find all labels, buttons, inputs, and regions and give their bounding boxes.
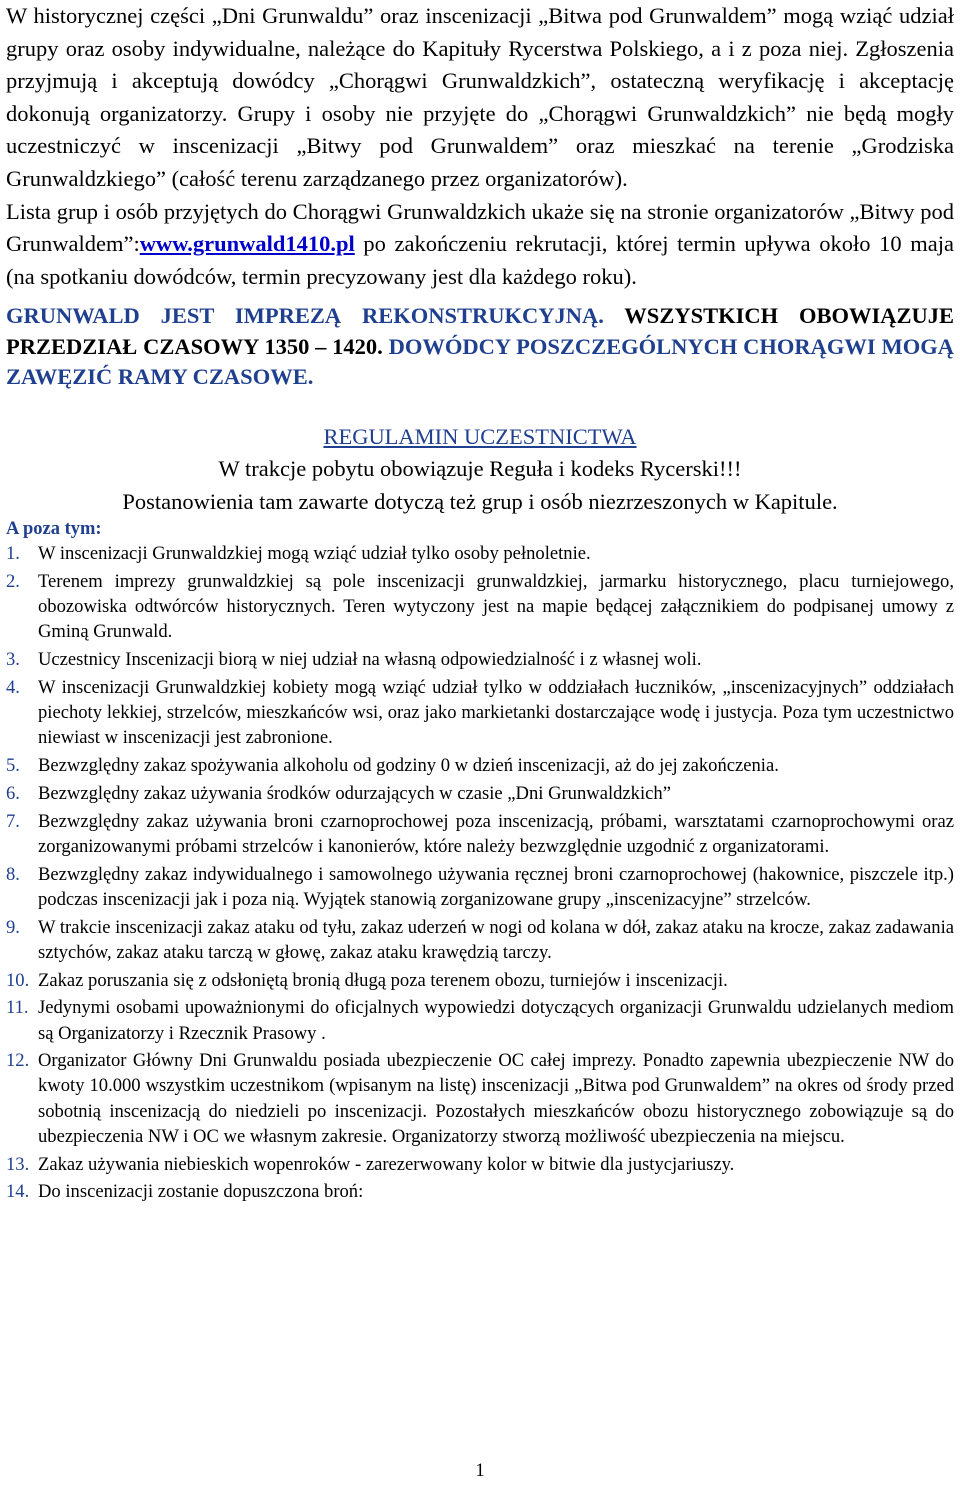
rule-number: 6. bbox=[6, 782, 20, 804]
regulamin-line-2: Postanowienia tam zawarte dotyczą też grup i osób niezrzeszonych w Kapitule. bbox=[122, 488, 838, 514]
rule-item bbox=[6, 569, 954, 644]
rule-text: W inscenizacji Grunwaldzkiej mogą wziąć udział tylko osoby pełnoletnie. bbox=[38, 542, 591, 564]
rule-number: 4. bbox=[6, 676, 20, 698]
rule-item bbox=[6, 1048, 954, 1148]
rule-text: Jedynymi osobami upoważnionymi do oficjalnych wypowiedzi dotyczących organizacji Grunwaldu udzielanych mediom są Organizatorzy i Rzecznik Prasowy . bbox=[38, 997, 954, 1044]
rules-list bbox=[6, 541, 954, 1205]
rule-item bbox=[6, 1152, 954, 1177]
intro-paragraph-1: W historycznej części „Dni Grunwaldu” oraz inscenizacji „Bitwa pod Grunwaldem” mogą wziąć udział grupy oraz osoby indywidualne, należące do Kapituły Rycerstwa Polskiego, a i z poza niej. Zgłoszenia przyjmują i akceptują dowódcy „Chorągwi Grunwaldzkich”, ostateczną weryfikację i akceptację dokonują organizatorzy. Grupy i osoby nie przyjęte do „Chorągwi Grunwaldzkich” nie będą mogły uczestniczyć w inscenizacji „Bitwy pod Grunwaldem” oraz mieszkać na terenie „Grodziska Grunwaldzkiego” (całość terenu zarządzanego przez organizatorów). bbox=[6, 3, 954, 191]
rule-number: 14. bbox=[6, 1181, 30, 1203]
rule-number: 1. bbox=[6, 542, 20, 564]
rule-number: 9. bbox=[6, 916, 20, 938]
rule-item bbox=[6, 647, 954, 672]
rule-item bbox=[6, 862, 954, 912]
rule-number: 12. bbox=[6, 1050, 30, 1072]
rule-number: 8. bbox=[6, 863, 20, 885]
rule-number: 10. bbox=[6, 969, 30, 991]
page-number: 1 bbox=[475, 1460, 485, 1481]
rule-item bbox=[6, 1179, 954, 1204]
rule-item bbox=[6, 915, 954, 965]
rule-number: 11. bbox=[6, 997, 29, 1019]
website-link[interactable]: www.grunwald1410.pl bbox=[139, 231, 355, 257]
rule-item bbox=[6, 541, 954, 566]
regulamin-line-1: W trakcje pobytu obowiązuje Reguła i kodeks Rycerski!!! bbox=[218, 455, 742, 481]
rule-text: Bezwzględny zakaz spożywania alkoholu od godziny 0 w dzień inscenizacji, aż do jej zakończenia. bbox=[38, 754, 779, 776]
reenactment-notice-part-1: GRUNWALD JEST IMPREZĄ REKONSTRUKCYJNĄ. bbox=[6, 303, 604, 329]
intro-paragraph-2-tail: po zakończeniu rekrutacji, której termin upływa około 10 maja (na spotkaniu dowódców, termin precyzowany jest dla każdego roku). bbox=[6, 231, 954, 289]
rule-text: Do inscenizacji zostanie dopuszczona broń: bbox=[38, 1181, 364, 1203]
rule-text: Uczestnicy Inscenizacji biorą w niej udział na własną odpowiedzialność i z własnej woli. bbox=[38, 648, 702, 670]
rule-text: Organizator Główny Dni Grunwaldu posiada ubezpieczenie OC całej imprezy. Ponadto zapewnia ubezpieczenie NW do kwoty 10.000 wszystkim uczestnikom (wpisanym na listę) inscenizacji „Bitwa pod Grunwaldem” na okres od środy przed sobotnią inscenizacją do niedzieli po inscenizacji. Pozostałych mieszkańców obozu historycznego zobowiązuje są do ubezpieczenia NW i OC we własnym zakresie. Organizatorzy stworzą możliwość ubezpieczenia na miejscu. bbox=[38, 1050, 954, 1147]
rule-number: 5. bbox=[6, 754, 20, 776]
rule-text: W inscenizacji Grunwaldzkiej kobiety mogą wziąć udział tylko w oddziałach łuczników, „inscenizacyjnych” oddziałach piechoty lekkiej, strzelców, mieszkańców wsi, oraz jako markietanki dostarczające wodę i justycja. Poza tym uczestnictwo niewiast w inscenizacji jest zabronione. bbox=[38, 676, 954, 748]
rule-text: Bezwzględny zakaz używania środków odurzających w czasie „Dni Grunwaldzkich” bbox=[38, 782, 671, 804]
rule-item bbox=[6, 753, 954, 778]
rule-number: 13. bbox=[6, 1153, 30, 1175]
rule-text: W trakcie inscenizacji zakaz ataku od tyłu, zakaz uderzeń w nogi od kolana w dół, zakaz ataku na krocze, zakaz zadawania sztychów, zakaz ataku tarczą w głowę, zakaz ataku krawędzią tarczy. bbox=[38, 916, 954, 963]
rule-number: 3. bbox=[6, 648, 20, 670]
rule-text: Bezwzględny zakaz używania broni czarnoprochowej poza inscenizacją, próbami, warsztatami czarnoprochowymi oraz zorganizowanymi próbami strzelców i kanonierów, które należy bezwzględnie uzgodnić z organizatorami. bbox=[38, 810, 954, 857]
apoza-heading: A poza tym: bbox=[6, 518, 102, 539]
intro-paragraph-2-text: Lista grup i osób przyjętych do Chorągwi Grunwaldzkich ukaże się na stronie organizatorów „Bitwy pod Grunwaldem”: bbox=[6, 198, 954, 257]
rule-text: Zakaz używania niebieskich wopenroków - zarezerwowany kolor w bitwie dla justycjariuszy. bbox=[38, 1153, 735, 1175]
rule-item bbox=[6, 809, 954, 859]
reenactment-notice-part-3: DOWÓDCY POSZCZEGÓLNYCH CHORĄGWI MOGĄ ZAWĘZIĆ RAMY CZASOWE. bbox=[6, 333, 954, 390]
reenactment-notice bbox=[6, 301, 954, 393]
rule-item bbox=[6, 995, 954, 1045]
reenactment-notice-part-2: WSZYSTKICH OBOWIĄZUJE PRZEDZIAŁ CZASOWY 1350 – 1420. bbox=[6, 303, 954, 359]
rule-text: Zakaz poruszania się z odsłoniętą bronią długą poza terenem obozu, turniejów i inscenizacji. bbox=[38, 969, 728, 991]
intro-section bbox=[6, 0, 954, 293]
regulamin-title: REGULAMIN UCZESTNICTWA bbox=[323, 423, 637, 449]
rule-text: Bezwzględny zakaz indywidualnego i samowolnego używania ręcznej broni czarnoprochowej (hakownice, piszczele itp.) podczas inscenizacji jak i poza nią. Wyjątek stanowią zorganizowane grupy „inscenizacyjne” strzelców. bbox=[38, 863, 954, 910]
rule-number: 7. bbox=[6, 810, 20, 832]
rule-text: Terenem imprezy grunwaldzkiej są pole inscenizacji grunwaldzkiej, jarmarku historycznego, placu turniejowego, obozowiska odtwórców historycznych. Teren wytyczony jest na mapie będącej załącznikiem do podpisanej umowy z Gminą Grunwald. bbox=[38, 570, 954, 642]
rule-item bbox=[6, 675, 954, 750]
rule-item bbox=[6, 781, 954, 806]
rule-number: 2. bbox=[6, 570, 20, 592]
intro-paragraph-2 bbox=[6, 196, 954, 294]
rule-item bbox=[6, 968, 954, 993]
